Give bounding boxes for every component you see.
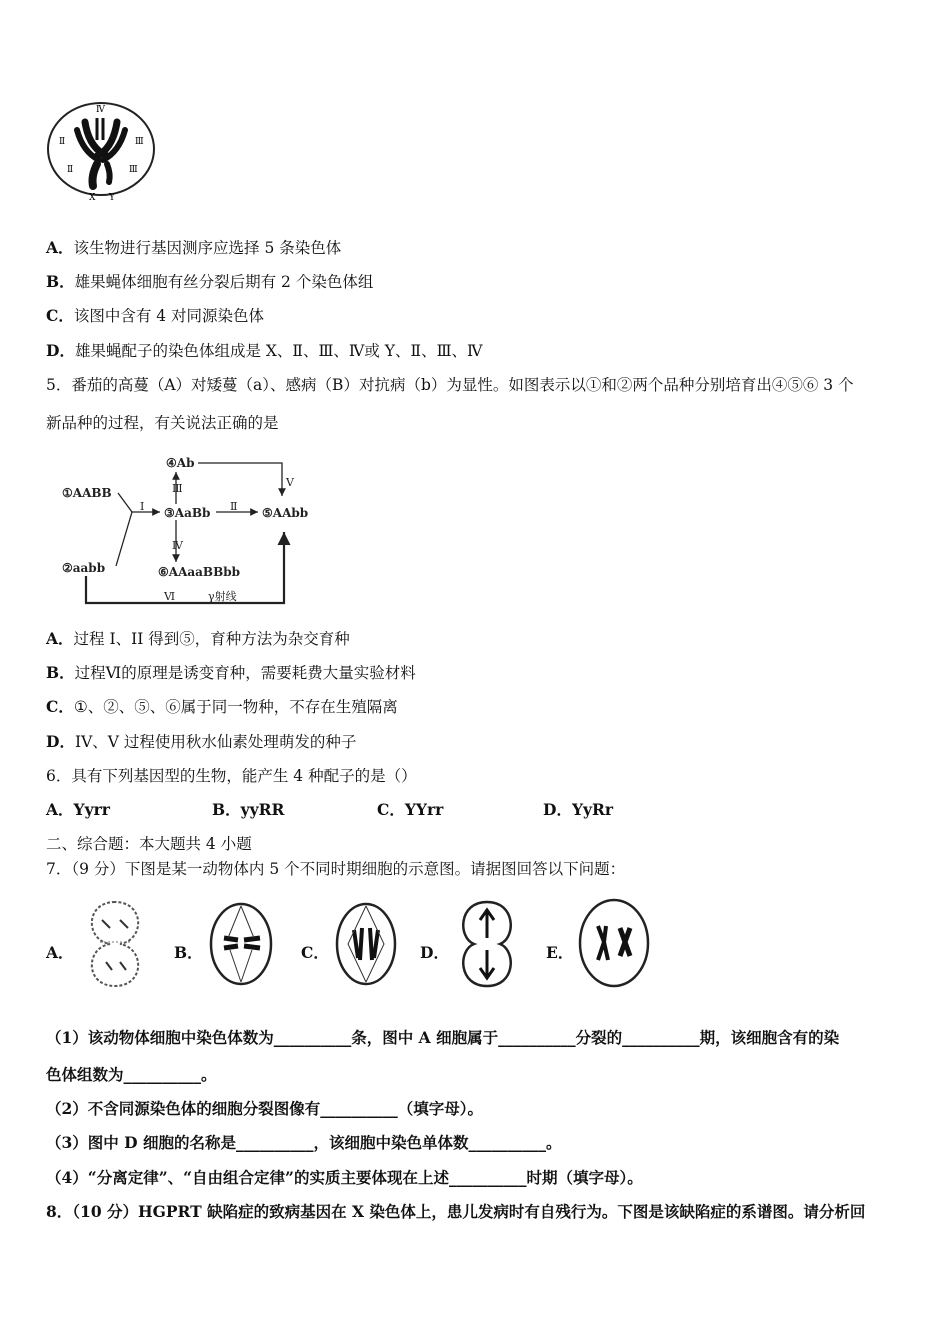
cell-label-b: B． (174, 943, 203, 962)
cell-e-figure (576, 896, 656, 990)
chrom-label-iii-right2: Ⅲ (129, 165, 138, 175)
q4-option-a: A．该生物进行基因测序应选择 5 条染色体 (46, 238, 342, 257)
chrom-label-iii-right: Ⅲ (135, 137, 144, 147)
cell-b-figure (208, 900, 274, 988)
q5-option-c: C．①、②、⑤、⑥属于同一物种，不存在生殖隔离 (46, 697, 398, 716)
cell-d-figure (454, 898, 520, 990)
step-4: Ⅳ (172, 539, 183, 552)
step-2: Ⅱ (230, 500, 238, 513)
q8-stem: 8．（10 分）HGPRT 缺陷症的致病基因在 X 染色体上，患儿发病时有自残行为。下图是该缺陷症的系谱图。请分析回 (46, 1202, 866, 1221)
q6-option-a: A．Yyrr (46, 800, 110, 819)
q5-stem-line2: 新品种的过程，有关说法正确的是 (46, 414, 279, 432)
cell-label-a: A． (46, 943, 74, 962)
q4-option-b: B．雄果蝇体细胞有丝分裂后期有 2 个染色体组 (46, 272, 374, 291)
q7-sub3: （3）图中 D 细胞的名称是__________，该细胞中染色单体数__________。 (46, 1133, 562, 1152)
karyotype-figure (45, 100, 157, 204)
step-5: Ⅴ (286, 476, 294, 489)
q7-sub4: （4）“分离定律”、“自由组合定律”的实质主要体现在上述__________时期（填字母）。 (46, 1168, 643, 1187)
q4-option-d: D．雄果蝇配子的染色体组成是 X、Ⅱ、Ⅲ、Ⅳ或 Y、Ⅱ、Ⅲ、Ⅳ (46, 341, 483, 360)
q5-stem-line1: 5．番茄的高蔓（A）对矮蔓（a）、感病（B）对抗病（b）为显性。如图表示以①和②两个品种分别培育出④⑤⑥ 3 个 (46, 376, 854, 394)
breeding-diagram (46, 446, 316, 612)
node-1: ①AABB (62, 486, 112, 500)
cell-a-figure (80, 898, 150, 990)
q6-option-d: D．YyRr (543, 800, 614, 819)
q5-option-a: A．过程 I、II 得到⑤，育种方法为杂交育种 (46, 629, 350, 648)
node-4: ④Ab (166, 456, 195, 470)
q4-option-c: C．该图中含有 4 对同源染色体 (46, 306, 265, 325)
node-2: ②aabb (62, 561, 106, 575)
step-1: Ⅰ (140, 500, 145, 513)
node-3: ③AaBb (164, 506, 211, 520)
cell-c-figure (334, 900, 398, 988)
chrom-label-x: X (89, 193, 96, 203)
cell-label-d: D． (420, 943, 449, 962)
step-6: Ⅵ (164, 590, 176, 603)
q6-option-b: B．yyRR (212, 800, 285, 819)
q7-sub2: （2）不含同源染色体的细胞分裂图像有__________（填字母）。 (46, 1099, 484, 1118)
cell-label-c: C． (301, 943, 329, 962)
section-heading: 二、综合题：本大题共 4 小题 (46, 835, 252, 853)
node-6: ⑥AAaaBBbb (158, 565, 240, 579)
chrom-label-y: Y (109, 193, 115, 203)
chrom-label-ii-left2: Ⅱ (67, 165, 74, 175)
node-5: ⑤AAbb (262, 506, 309, 520)
q7-sub1-line2: 色体组数为__________。 (46, 1065, 217, 1084)
chrom-label-iv: Ⅳ (96, 105, 105, 115)
q6-stem: 6．具有下列基因型的生物，能产生 4 种配子的是（） (46, 767, 417, 785)
q5-option-b: B．过程Ⅵ的原理是诱变育种，需要耗费大量实验材料 (46, 663, 416, 682)
q6-option-c: C．YYrr (377, 800, 444, 819)
gamma-ray-label: γ射线 (208, 590, 237, 603)
q5-option-d: D．IV、V 过程使用秋水仙素处理萌发的种子 (46, 732, 357, 751)
cell-label-e: E． (546, 943, 574, 962)
chrom-label-ii-left: Ⅱ (59, 137, 66, 147)
q7-stem: 7．（9 分）下图是某一动物体内 5 个不同时期细胞的示意图。请据图回答以下问题： (46, 860, 626, 878)
step-3: Ⅲ (172, 482, 183, 495)
q7-sub1-line1: （1）该动物体细胞中染色体数为__________条，图中 A 细胞属于__________分裂的__________期，该细胞含有的染 (46, 1028, 840, 1047)
